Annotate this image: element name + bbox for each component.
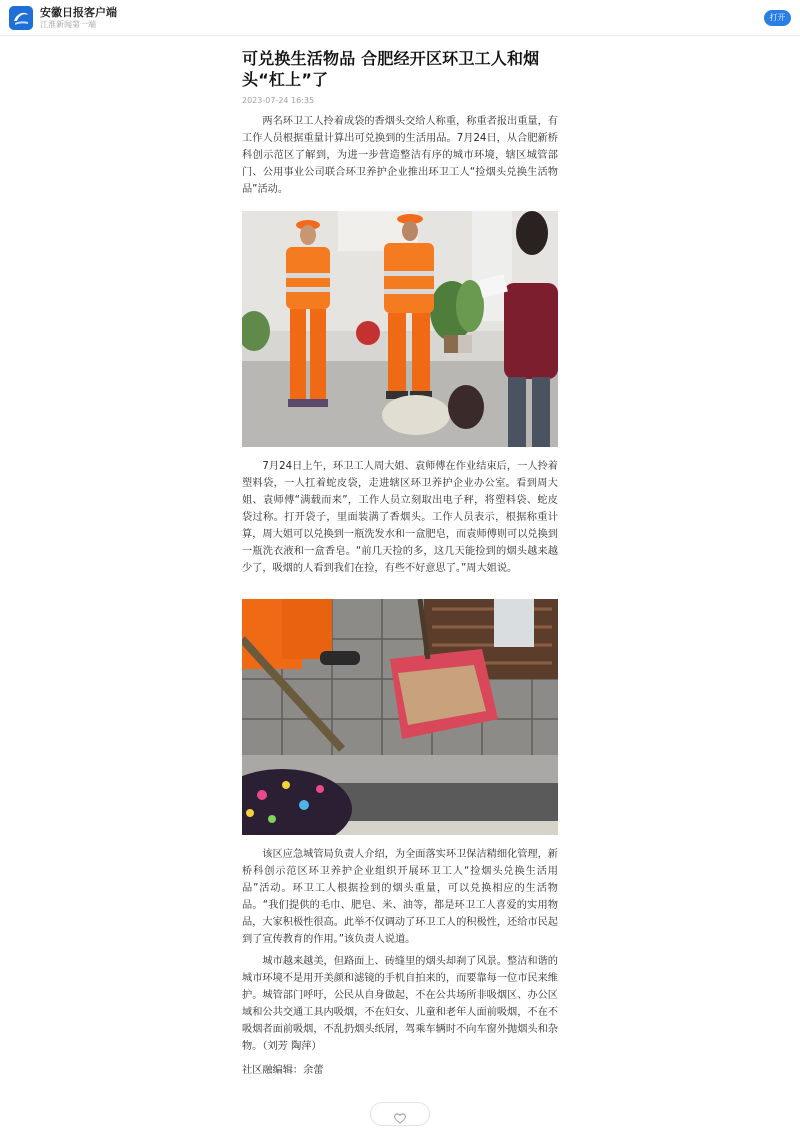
like-button[interactable]	[370, 1102, 430, 1126]
anhui-daily-logo-icon[interactable]	[9, 6, 33, 30]
app-name: 安徽日报客户端	[40, 6, 117, 19]
open-app-button[interactable]: 打开	[764, 10, 791, 26]
article-paragraph: 城市越来越美，但路面上、砖缝里的烟头却刹了风景。整洁和谐的城市环境不是用开美颜和滤镜的手机自拍来的，而要靠每一位市民来维护。城管部门呼吁，公民从自身做起，不在公共场所非吸烟区、办公区域和公共交通工具内吸烟，不在妇女、儿童和老年人面前吸烟，不在不吸烟者面前吸烟，不乱扔烟头纸屑，驾乘车辆时不向车窗外抛烟头和杂物。（刘芳 陶萍）	[242, 956, 558, 1052]
heart-icon	[394, 1109, 406, 1128]
app-tagline: 江淮新闻第一端	[40, 20, 96, 29]
article-photo-workers	[242, 211, 558, 447]
article-photo-dustpan	[242, 599, 558, 835]
article-paragraph: 7月24日上午，环卫工人周大姐、袁师傅在作业结束后，一人拎着塑料袋，一人扛着蛇皮袋，走进辖区环卫养护企业办公室。看到周大姐、袁师傅“满载而来”，工作人员立刻取出电子秤，将塑料袋、蛇皮袋过称。打开袋子，里面装满了香烟头。工作人员表示，根据称重计算，周大姐可以兑换到一瓶洗发水和一盒肥皂，而袁师傅则可以兑换到一瓶洗衣液和一盒香皂。“前几天捡的多，这几天能捡到的烟头越来越少了，吸烟的人看到我们在捡，有些不好意思了。”周大姐说。	[242, 461, 558, 574]
article-title: 可兑换生活物品 合肥经开区环卫工人和烟头“杠上”了	[242, 49, 540, 89]
app-banner	[0, 0, 800, 36]
article-paragraph: 两名环卫工人拎着成袋的香烟头交给人称重，称重者报出重量，有工作人员根据重量计算出可兑换到的生活用品。7月24日，从合肥新桥科创示范区了解到，为进一步营造整洁有序的城市环境，辖区城管部门、公用事业公司联合环卫养护企业推出环卫工人“捡烟头兑换生活物品”活动。	[242, 116, 558, 195]
editor-credit: 社区融编辑：余蕾	[242, 1065, 324, 1076]
publish-date: 2023-07-24 16:35	[242, 96, 315, 105]
article-header	[242, 48, 558, 198]
article-paragraph: 该区应急城管局负责人介绍，为全面落实环卫保洁精细化管理，新桥科创示范区环卫养护企业组织开展环卫工人“捡烟头兑换生活用品”活动。环卫工人根据捡到的烟头重量，可以兑换相应的生活物品。“我们提供的毛巾、肥皂、米、油等，都是环卫工人喜爱的实用物品，大家积极性很高。此举不仅调动了环卫工人的积极性，还给市民起到了宣传教育的作用。”该负责人说道。	[242, 849, 558, 945]
